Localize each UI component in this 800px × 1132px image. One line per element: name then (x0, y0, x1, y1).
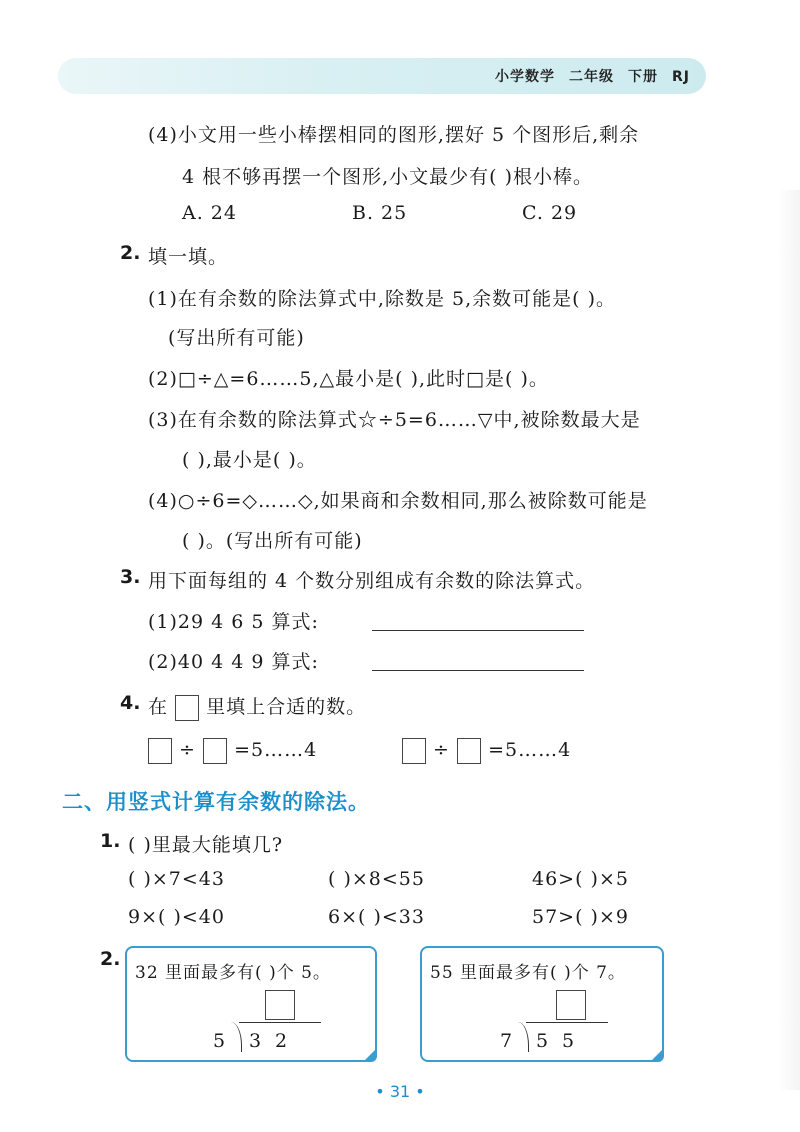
box2-division-bar (526, 1022, 608, 1023)
q4-title-before: 在 (148, 696, 169, 718)
grade-label: 二年级 (569, 69, 614, 85)
q4-eq1-divisor-box[interactable] (203, 738, 227, 764)
box1-quotient-box[interactable] (265, 990, 295, 1020)
edition-label: RJ (672, 69, 690, 85)
q4-title (148, 692, 366, 721)
page-edge-shadow (778, 190, 800, 1090)
q2-p4-line2: ( )。(写出所有可能) (182, 530, 363, 552)
s2q1-item-2: ( )×8<55 (328, 868, 425, 890)
q4-title-after: 里填上合适的数。 (206, 696, 367, 718)
q1-4-option-b[interactable]: B. 25 (352, 202, 408, 224)
q4-equation-1 (148, 738, 317, 764)
s2q1-title: ( )里最大能填几? (128, 834, 284, 856)
q3-title: 用下面每组的 4 个数分别组成有余数的除法算式。 (148, 570, 596, 592)
q2-p1-line2: (写出所有可能) (168, 327, 305, 349)
q2-title: 填一填。 (148, 246, 229, 268)
box1-divisor: 5 (213, 1030, 226, 1052)
s2q1-item-1: ( )×7<43 (128, 868, 225, 890)
q3-row2-answer-line[interactable] (372, 670, 584, 671)
box2-quotient-box[interactable] (556, 990, 586, 1020)
subject-label: 小学数学 (495, 69, 555, 85)
s2q1-item-3: 46>( )×5 (532, 868, 629, 890)
q4-eq1-div-sign: ÷ (179, 739, 196, 761)
q3-row1-answer-line[interactable] (372, 630, 584, 631)
section-2-title: 二、用竖式计算有余数的除法。 (62, 790, 370, 814)
box1-dividend-ones: 2 (275, 1030, 288, 1052)
box2-dividend-tens: 5 (536, 1030, 549, 1052)
q1-4-option-a[interactable]: A. 24 (182, 202, 237, 224)
box1-division-bar (239, 1022, 321, 1023)
q3-number: 3. (120, 566, 141, 588)
q4-eq2-divisor-box[interactable] (457, 738, 481, 764)
q4-equation-2 (402, 738, 571, 764)
box2-divisor: 7 (500, 1030, 513, 1052)
q4-title-square (175, 695, 199, 721)
q3-row2: (2)40 4 4 9 算式: (148, 651, 319, 673)
q4-eq2-div-sign: ÷ (433, 739, 450, 761)
q2-p1-line1: (1)在有余数的除法算式中,除数是 5,余数可能是( )。 (148, 288, 616, 310)
q2-p3-line2: ( ),最小是( )。 (182, 449, 317, 471)
q4-number: 4. (120, 692, 141, 714)
long-division-box-2 (420, 946, 664, 1062)
q2-number: 2. (120, 242, 141, 264)
header-band (58, 58, 706, 94)
q2-p2: (2)□÷△=6……5,△最小是( ),此时□是( )。 (148, 368, 549, 390)
s2q2-number: 2. (100, 948, 121, 970)
q4-eq2-dividend-box[interactable] (402, 738, 426, 764)
long-division-box-1 (125, 946, 377, 1062)
s2q1-number: 1. (100, 830, 121, 852)
s2q1-item-5: 6×( )<33 (328, 906, 425, 928)
volume-label: 下册 (628, 69, 658, 85)
q2-p3-line1: (3)在有余数的除法算式☆÷5=6……▽中,被除数最大是 (148, 409, 641, 431)
q4-eq2-result: =5……4 (488, 739, 572, 761)
q1-4-line1: (4)小文用一些小棒摆相同的图形,摆好 5 个图形后,剩余 (148, 124, 640, 146)
box2-dividend-ones: 5 (562, 1030, 575, 1052)
s2q1-item-4: 9×( )<40 (128, 906, 225, 928)
box1-dividend-tens: 3 (249, 1030, 262, 1052)
box2-division-bracket (518, 1022, 529, 1052)
box1-corner-decoration (363, 1048, 377, 1062)
q1-4-option-c[interactable]: C. 29 (522, 202, 578, 224)
q1-4-line2: 4 根不够再摆一个图形,小文最少有( )根小棒。 (182, 166, 594, 188)
box2-prompt: 55 里面最多有( )个 7。 (430, 963, 626, 983)
s2q1-item-6: 57>( )×9 (532, 906, 629, 928)
book-info (481, 66, 690, 86)
q3-row1: (1)29 4 6 5 算式: (148, 611, 319, 633)
q4-eq1-result: =5……4 (234, 739, 318, 761)
box2-corner-decoration (650, 1048, 664, 1062)
q2-p4-line1: (4)○÷6=◇……◇,如果商和余数相同,那么被除数可能是 (148, 490, 648, 512)
box1-prompt: 32 里面最多有( )个 5。 (135, 963, 331, 983)
page-number: • 31 • (375, 1082, 425, 1101)
q4-eq1-dividend-box[interactable] (148, 738, 172, 764)
box1-division-bracket (231, 1022, 242, 1052)
